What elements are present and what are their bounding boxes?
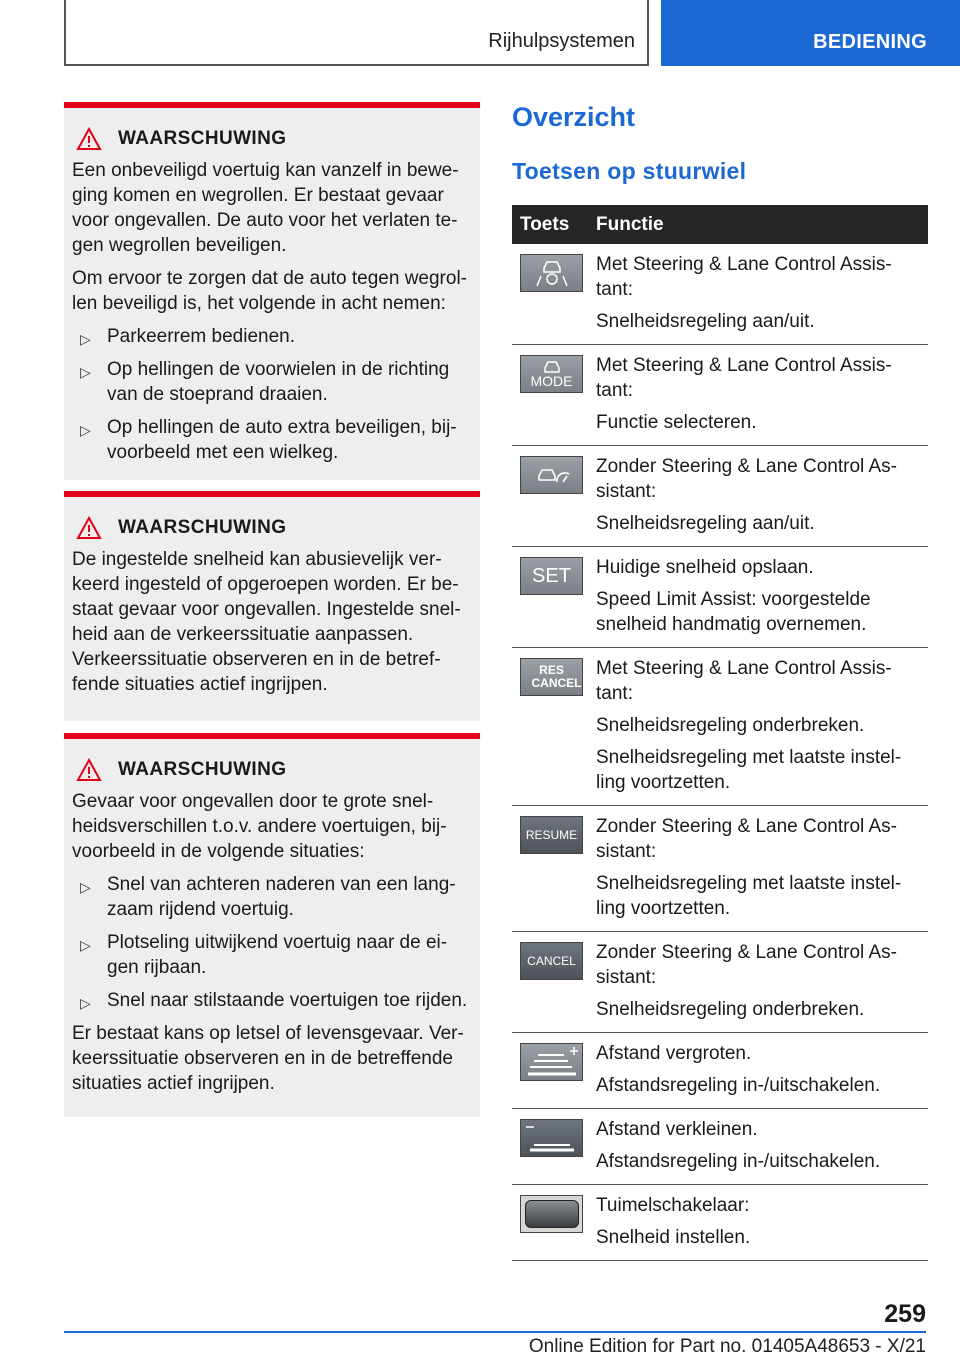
list-item: ▷ Snel naar stilstaande voertuigen toe rijden.	[72, 988, 472, 1013]
footer-divider	[64, 1331, 926, 1333]
row-text: Met Steering & Lane Control Assis-tant:	[596, 355, 892, 401]
table-header	[512, 205, 928, 244]
section-tab	[661, 0, 960, 66]
column-header-key: Toets	[520, 213, 570, 235]
list-item: ▷ Snel van achteren naderen van een lang-zaam rijdend voertuig.	[80, 874, 456, 920]
key-label: RESUME	[525, 828, 578, 842]
row-text: Met Steering & Lane Control Assis-tant:	[596, 658, 892, 704]
edition-footer: Online Edition for Part no. 01405A48653 - X/21	[528, 1336, 926, 1357]
table-row	[512, 1033, 928, 1109]
warning-triangle-icon	[76, 127, 102, 151]
list-item: ▷ Op hellingen de auto extra beveiligen, bij-voorbeeld met een wielkeg.	[80, 417, 457, 463]
cruise-control-icon	[520, 456, 583, 494]
button-table	[512, 205, 928, 1261]
column-header-function: Functie	[596, 213, 664, 235]
warning-box-3	[64, 733, 480, 1117]
list-item: ▷ Plotseling uitwijkend voertuig naar de ei-gen rijbaan.	[80, 932, 448, 978]
res-cancel-button-icon	[520, 658, 583, 696]
header-title-box	[64, 0, 649, 66]
bullet-triangle-icon: ▷	[80, 995, 91, 1011]
chapter-title: Rijhulpsystemen	[488, 30, 635, 52]
warning-text: Een onbeveiligd voertuig kan vanzelf in bewe-ging komen en wegrollen. Er bestaat gevaar voor ongevallen. De auto voor het verlaten te-gen wegrollen beveiligen.	[72, 160, 459, 256]
bullet-triangle-icon: ▷	[80, 879, 91, 895]
key-label: RES CANCEL	[531, 663, 582, 690]
bullet-triangle-icon: ▷	[80, 364, 91, 380]
table-row	[512, 1185, 928, 1261]
row-text: Zonder Steering & Lane Control As-sistant:	[596, 942, 898, 988]
subsection-heading: Toetsen op stuurwiel	[512, 158, 747, 184]
warning-title: WAARSCHUWING	[118, 759, 287, 780]
bullet-triangle-icon: ▷	[80, 331, 91, 347]
row-text: Afstandsregeling in-/uitschakelen.	[596, 1075, 881, 1096]
page-number: 259	[884, 1300, 926, 1328]
table-row	[512, 547, 928, 648]
row-text: Huidige snelheid opslaan.	[596, 557, 814, 578]
distance-increase-icon	[520, 1043, 583, 1081]
distance-decrease-icon	[520, 1119, 583, 1157]
key-label: CANCEL	[527, 954, 576, 968]
row-text: Zonder Steering & Lane Control As-sistant:	[596, 816, 898, 862]
key-label: SET	[532, 564, 571, 587]
bullet-triangle-icon: ▷	[80, 422, 91, 438]
row-text: Tuimelschakelaar:	[596, 1195, 750, 1216]
warning-triangle-icon	[76, 516, 102, 540]
list-item: ▷ Parkeerrem bedienen.	[72, 324, 472, 349]
warning-text: Gevaar voor ongevallen door te grote snel-heidsverschillen t.o.v. andere voertuigen, bij-voorbeeld in de volgende situaties:	[72, 791, 447, 862]
row-text: Snelheidsregeling onderbreken.	[596, 715, 865, 736]
table-row	[512, 446, 928, 547]
steering-assist-icon	[520, 254, 583, 292]
warning-title: WAARSCHUWING	[118, 517, 287, 538]
warning-box-2	[64, 491, 480, 721]
warning-text: Om ervoor te zorgen dat de auto tegen wegrol-len beveiligd is, het volgende in acht nemen:	[72, 268, 468, 314]
table-row	[512, 806, 928, 932]
table-row	[512, 932, 928, 1033]
table-row	[512, 244, 928, 345]
row-text: Met Steering & Lane Control Assis-tant:	[596, 254, 892, 300]
key-label: MODE	[530, 373, 573, 389]
row-text: Afstand vergroten.	[596, 1043, 752, 1064]
row-text: Snelheidsregeling met laatste instel-ling voortzetten.	[596, 747, 902, 793]
bullet-triangle-icon: ▷	[80, 937, 91, 953]
warning-triangle-icon	[76, 758, 102, 782]
mode-button-icon	[520, 355, 583, 393]
row-text: Functie selecteren.	[596, 412, 757, 433]
row-text: Zonder Steering & Lane Control As-sistant:	[596, 456, 898, 502]
row-text: Snelheidsregeling met laatste instel-ling voortzetten.	[596, 873, 902, 919]
row-text: Speed Limit Assist: voorgestelde snelheid handmatig overnemen.	[596, 589, 871, 635]
table-row	[512, 1109, 928, 1185]
warning-text: Er bestaat kans op letsel of levensgevaar. Ver-keerssituatie observeren en in de betreffende situaties actief ingrijpen.	[72, 1023, 464, 1094]
section-title: BEDIENING	[813, 31, 927, 53]
rocker-switch-icon	[520, 1195, 583, 1233]
warning-list	[72, 324, 472, 465]
warning-title: WAARSCHUWING	[118, 128, 287, 149]
row-text: Snelheid instellen.	[596, 1227, 751, 1248]
row-text: Snelheidsregeling onderbreken.	[596, 999, 865, 1020]
row-text: Afstand verkleinen.	[596, 1119, 758, 1140]
warning-list	[72, 872, 472, 1013]
table-row	[512, 648, 928, 806]
row-text: Afstandsregeling in-/uitschakelen.	[596, 1151, 881, 1172]
set-button-icon	[520, 557, 583, 595]
table-row	[512, 345, 928, 446]
row-text: Snelheidsregeling aan/uit.	[596, 513, 815, 534]
resume-button-icon	[520, 816, 583, 854]
row-text: Snelheidsregeling aan/uit.	[596, 311, 815, 332]
section-heading: Overzicht	[512, 102, 636, 132]
warning-text: De ingestelde snelheid kan abusievelijk ver-keerd ingesteld of opgeroepen worden. Er be-staat gevaar voor ongevallen. Ingestelde snel-heid aan de verkeerssituatie aanpassen. Verkeerssituatie observeren en in de betref-fende situaties actief ingrijpen.	[72, 549, 461, 695]
list-item: ▷ Op hellingen de voorwielen in de richting van de stoeprand draaien.	[80, 359, 450, 405]
cancel-button-icon	[520, 942, 583, 980]
warning-box-1	[64, 102, 480, 480]
